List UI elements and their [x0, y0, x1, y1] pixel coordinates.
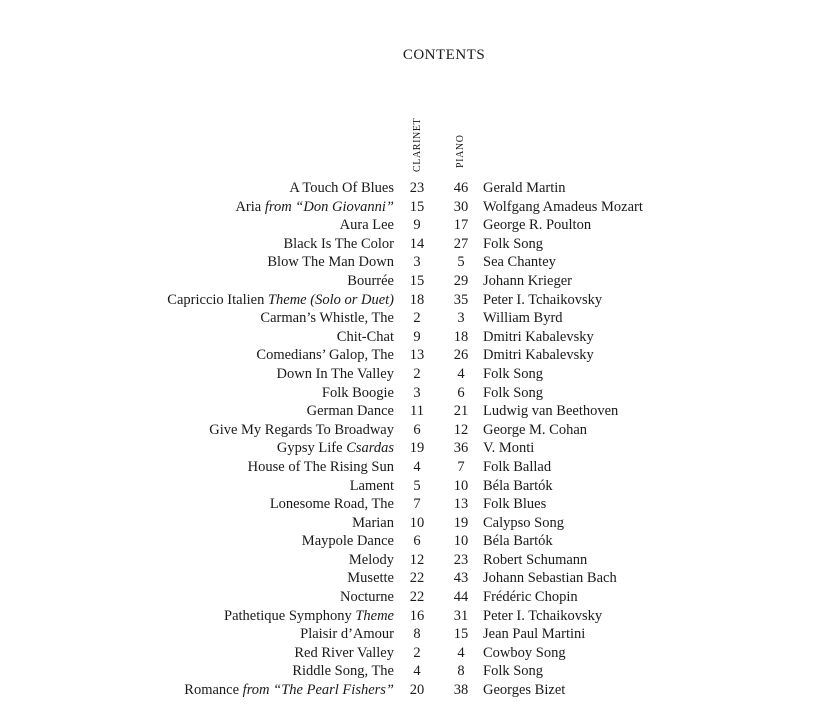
entry-title: [337, 328, 394, 347]
contents-entry: [0, 458, 821, 477]
clarinet-page-number: 14: [409, 235, 425, 252]
piano-page-number: 30: [453, 198, 469, 215]
piano-page-number: 38: [453, 682, 469, 699]
contents-entry: [0, 625, 821, 644]
entry-composer: Wolfgang Amadeus Mozart: [483, 198, 643, 215]
clarinet-page-number: 22: [409, 570, 425, 587]
clarinet-page-number: 12: [409, 551, 425, 568]
piano-page-number: 6: [457, 384, 465, 401]
entry-title: [307, 402, 394, 421]
piano-page-number: 36: [453, 440, 469, 457]
piano-page-number: 10: [453, 533, 469, 550]
entry-title-main: Gypsy Life: [276, 440, 347, 457]
contents-entry: [0, 384, 821, 403]
entry-title-subtitle: from “Don Giovanni”: [264, 198, 394, 215]
clarinet-page-number: 6: [413, 421, 421, 438]
entry-title-main: Aura Lee: [339, 217, 394, 234]
entry-title-main: Melody: [348, 551, 394, 568]
contents-entry: [0, 644, 821, 663]
entry-title-main: Bourrée: [347, 272, 394, 289]
piano-page-number: 43: [453, 570, 469, 587]
entry-composer: Folk Song: [483, 235, 544, 252]
entry-title-main: House of The Rising Sun: [247, 458, 394, 475]
entry-title: [347, 272, 394, 291]
entry-title-main: Chit-Chat: [336, 328, 394, 345]
entry-title: [289, 179, 394, 198]
entry-composer: Dmitri Kabalevsky: [483, 347, 594, 364]
contents-entry: [0, 272, 821, 291]
contents-entry: [0, 551, 821, 570]
page-title: CONTENTS: [402, 47, 486, 63]
entry-title: [350, 477, 394, 496]
piano-page-number: 8: [457, 663, 465, 680]
piano-page-number: 27: [453, 235, 469, 252]
contents-entry: [0, 569, 821, 588]
contents-entry: [0, 514, 821, 533]
entry-title-main: Pathetique Symphony: [224, 607, 356, 624]
clarinet-page-number: 13: [409, 347, 425, 364]
entry-composer: Jean Paul Martini: [483, 626, 586, 643]
contents-entry: [0, 365, 821, 384]
entry-title-main: A Touch Of Blues: [289, 180, 394, 196]
clarinet-column-header: CLARINET: [412, 117, 423, 172]
entry-composer: George R. Poulton: [483, 217, 592, 234]
piano-page-number: 29: [453, 272, 469, 289]
piano-page-number: 3: [457, 310, 465, 327]
contents-entry: [0, 662, 821, 681]
entry-composer: Ludwig van Beethoven: [483, 403, 619, 420]
piano-page-number: 10: [453, 477, 469, 494]
entry-composer: Peter I. Tchaikovsky: [483, 291, 603, 308]
entry-composer: Gerald Martin: [483, 180, 566, 196]
entry-title: [294, 644, 394, 663]
contents-entry: [0, 439, 821, 458]
entry-title: [248, 458, 394, 477]
piano-page-number: 23: [453, 551, 469, 568]
clarinet-page-number: 3: [413, 384, 421, 401]
clarinet-page-number: 2: [413, 365, 421, 382]
clarinet-page-number: 4: [413, 663, 421, 680]
entry-title-main: Aria: [235, 198, 265, 215]
entry-composer: Johann Krieger: [483, 272, 572, 289]
contents-entry: [0, 291, 821, 310]
entry-composer: Sea Chantey: [483, 254, 556, 271]
clarinet-page-number: 8: [413, 626, 421, 643]
entry-title-main: Down In The Valley: [276, 365, 394, 382]
entry-title: [340, 588, 394, 607]
entry-title: [209, 421, 394, 440]
clarinet-page-number: 5: [413, 477, 421, 494]
contents-entry: [0, 216, 821, 235]
piano-page-number: 18: [453, 328, 469, 345]
piano-page-number: 21: [453, 403, 469, 420]
contents-entry: [0, 253, 821, 272]
clarinet-page-number: 19: [409, 440, 425, 457]
contents-entry: [0, 346, 821, 365]
entry-title-main: Lonesome Road, The: [269, 496, 394, 513]
entry-title: [267, 253, 394, 272]
entry-composer: Dmitri Kabalevsky: [483, 328, 594, 345]
contents-entry: [0, 198, 821, 217]
entry-composer: Folk Song: [483, 663, 544, 680]
piano-page-number: 19: [453, 514, 469, 531]
clarinet-page-number: 2: [413, 644, 421, 661]
entry-composer: V. Monti: [483, 440, 535, 457]
entry-composer: Robert Schumann: [483, 551, 588, 568]
clarinet-page-number: 20: [409, 682, 425, 699]
contents-list: [0, 179, 821, 700]
clarinet-page-number: 16: [409, 607, 425, 624]
entry-composer: William Byrd: [483, 310, 563, 327]
contents-entry: [0, 421, 821, 440]
entry-composer: George M. Cohan: [483, 421, 588, 438]
entry-composer: Folk Ballad: [483, 458, 552, 475]
entry-title: [292, 662, 394, 681]
clarinet-page-number: 15: [409, 198, 425, 215]
contents-entry: [0, 402, 821, 421]
piano-page-number: 26: [453, 347, 469, 364]
clarinet-page-number: 7: [413, 496, 421, 513]
clarinet-page-number: 15: [409, 272, 425, 289]
clarinet-page-number: 4: [413, 458, 421, 475]
contents-entry: [0, 235, 821, 254]
entry-title: [322, 384, 394, 403]
entry-title-main: Folk Boogie: [321, 384, 394, 401]
clarinet-page-number: 18: [409, 291, 425, 308]
entry-title-main: Riddle Song, The: [292, 663, 394, 680]
entry-title-main: Red River Valley: [294, 644, 394, 661]
clarinet-page-number: 3: [413, 254, 421, 271]
piano-page-number: 35: [453, 291, 469, 308]
entry-composer: Folk Song: [483, 384, 544, 401]
entry-title-main: Black Is The Color: [283, 235, 394, 252]
entry-composer: Frédéric Chopin: [483, 589, 578, 606]
contents-entry: [0, 532, 821, 551]
entry-composer: Johann Sebastian Bach: [483, 570, 617, 587]
piano-page-number: 46: [453, 180, 469, 196]
contents-entry: [0, 588, 821, 607]
entry-composer: Peter I. Tchaikovsky: [483, 607, 603, 624]
entry-title-subtitle: from “The Pearl Fishers”: [242, 682, 394, 699]
contents-entry: [0, 495, 821, 514]
entry-title-main: Marian: [352, 514, 394, 531]
entry-title-main: Give My Regards To Broadway: [209, 421, 394, 438]
entry-title: [300, 625, 394, 644]
contents-entry: [0, 309, 821, 328]
entry-title-main: Plaisir d’Amour: [300, 626, 394, 643]
entry-title: [277, 439, 394, 458]
piano-page-number: 12: [453, 421, 469, 438]
entry-title-subtitle: Theme: [355, 607, 394, 624]
entry-title-main: Blow The Man Down: [267, 254, 394, 271]
entry-title: [352, 514, 394, 533]
entry-title: [284, 235, 394, 254]
entry-title-main: Lament: [349, 477, 394, 494]
clarinet-page-number: 10: [409, 514, 425, 531]
entry-title-main: Musette: [347, 570, 394, 587]
clarinet-page-number: 2: [413, 310, 421, 327]
entry-title: [340, 216, 394, 235]
piano-page-number: 5: [457, 254, 465, 271]
entry-title-main: Maypole Dance: [301, 533, 394, 550]
entry-composer: Calypso Song: [483, 514, 564, 531]
entry-composer: Folk Song: [483, 365, 544, 382]
entry-title: [347, 569, 394, 588]
piano-page-number: 4: [457, 644, 465, 661]
piano-page-number: 31: [453, 607, 469, 624]
entry-title: [302, 532, 394, 551]
clarinet-page-number: 9: [413, 328, 421, 345]
clarinet-page-number: 11: [410, 403, 424, 420]
entry-composer: Béla Bartók: [483, 533, 553, 550]
clarinet-page-number: 22: [409, 589, 425, 606]
entry-title: [270, 495, 394, 514]
entry-title-main: Carman’s Whistle, The: [260, 310, 394, 327]
entry-title: [235, 198, 394, 217]
entry-title: [277, 365, 394, 384]
entry-composer: Béla Bartók: [483, 477, 553, 494]
entry-title-main: Romance: [184, 682, 243, 699]
contents-entry: [0, 607, 821, 626]
clarinet-page-number: 9: [413, 217, 421, 234]
entry-title-main: Comedians’ Galop, The: [256, 347, 394, 364]
entry-title-main: Nocturne: [340, 589, 394, 606]
piano-page-number: 4: [457, 365, 465, 382]
piano-page-number: 7: [457, 458, 465, 475]
entry-title: [256, 346, 394, 365]
clarinet-page-number: 23: [409, 180, 425, 196]
contents-entry: [0, 681, 821, 700]
clarinet-page-number: 6: [413, 533, 421, 550]
entry-title: [260, 309, 394, 328]
contents-entry: [0, 328, 821, 347]
entry-title-subtitle: Csardas: [346, 440, 394, 457]
contents-entry: [0, 179, 821, 198]
piano-page-number: 17: [453, 217, 469, 234]
entry-composer: Folk Blues: [483, 496, 547, 513]
entry-composer: Cowboy Song: [483, 644, 566, 661]
entry-title: [167, 291, 394, 310]
entry-title-main: Capriccio Italien: [167, 291, 268, 308]
entry-title-subtitle: Theme (Solo or Duet): [267, 291, 394, 308]
entry-composer: Georges Bizet: [483, 682, 566, 699]
entry-title: [224, 607, 394, 626]
piano-column-header: PIANO: [455, 134, 466, 168]
entry-title: [184, 681, 394, 700]
piano-page-number: 15: [453, 626, 469, 643]
piano-page-number: 44: [453, 589, 469, 606]
piano-page-number: 13: [453, 496, 469, 513]
entry-title: [349, 551, 394, 570]
entry-title-main: German Dance: [306, 403, 394, 420]
contents-entry: [0, 477, 821, 496]
